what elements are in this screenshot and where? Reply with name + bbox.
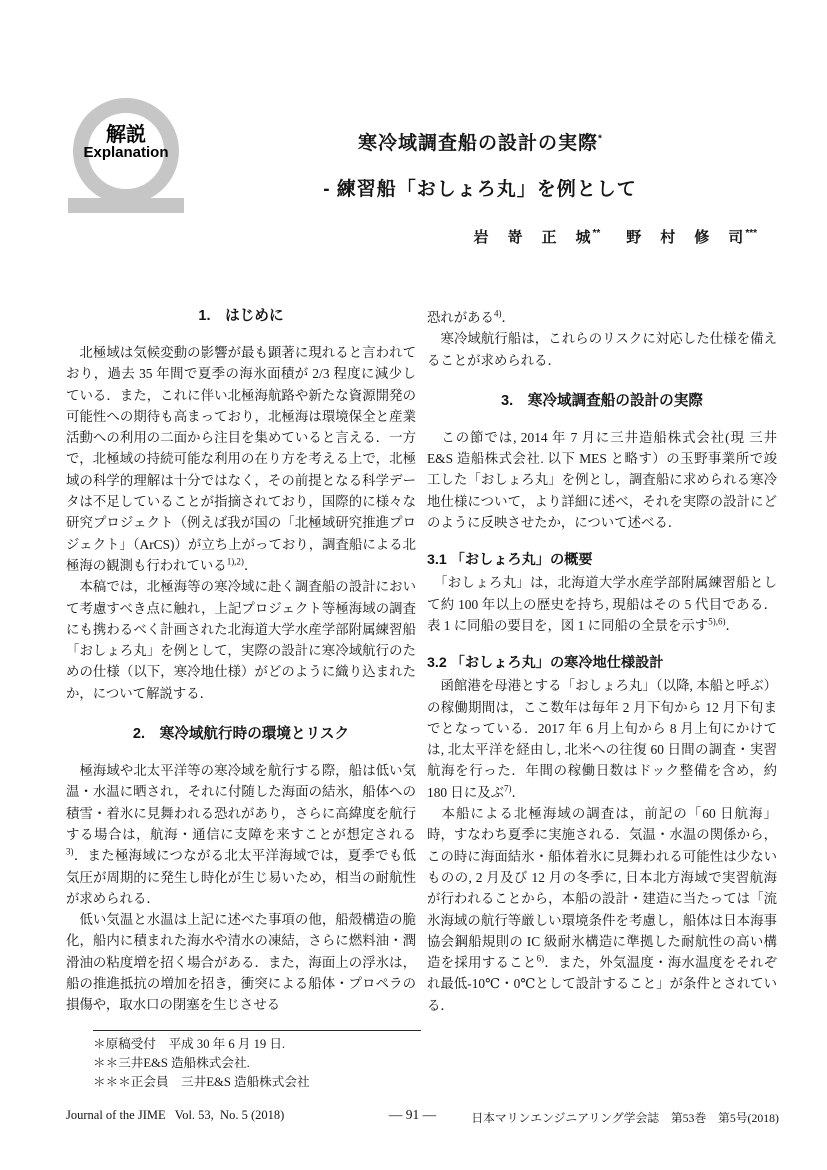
paragraph: 低い気温と水温は上記に述べた事項の他，船殻構造の脆化，船内に積まれた海水や清水の凍結，さらに燃料油・潤滑油の粘度増を招く場合がある．また，海面上の浮氷は，船の推進抵抗の増加を招き，衝突による船体・プロペラの損傷や，取水口の閉塞を生じさせる xyxy=(66,912,416,1013)
omega-icon-base xyxy=(68,198,184,213)
reference-superscript: 7) xyxy=(504,783,512,794)
author-1 xyxy=(473,229,600,246)
author-2 xyxy=(626,229,757,246)
right-column xyxy=(427,303,777,1059)
footnote-rule xyxy=(93,1030,421,1031)
authors-line xyxy=(473,226,757,247)
page-title xyxy=(200,128,760,155)
reference-superscript: 5),6) xyxy=(708,616,726,627)
footnote-affiliation-2: ＊＊＊正会員 三井E&S 造船株式会社 xyxy=(93,1075,310,1089)
title-asterisk: * xyxy=(598,133,602,145)
footer-page-number: ― 91 ― xyxy=(388,1107,437,1122)
footnotes xyxy=(66,1030,422,1092)
paragraph: この節では, 2014 年 7 月に三井造船株式会社(現 三井 E&S 造船株式会社. 以下 MES と略す）の玉野事業所で竣工した「おしょろ丸」を例とし，調査船に求められる寒冷地仕様について，より詳細に述べ，それを実際の設計にどのように反映させたか，について述べる． xyxy=(427,429,777,531)
author-2-name: 野 村 修 司 xyxy=(626,229,746,246)
badge-english-label: Explanation xyxy=(83,144,169,161)
footer-journal-en: Journal of the JIME Vol. 53, No. 5 (2018) xyxy=(66,1108,285,1122)
paragraph: 寒冷域航行船は，これらのリスクに対応した仕様を備えることが求められる． xyxy=(427,331,777,368)
page-title-text: 寒冷域調査船の設計の実際 xyxy=(358,133,599,154)
paragraph: 函館港を母港とする「おしょろ丸」（以降, 本船と呼ぶ）の稼働期間は，ここ数年は毎年 2 月下旬から 12 月下旬までとなっている．2017 年 6 月上旬から 8 月上旬にかけては, 北太平洋を経由し, 北米への往復 60 日間の調査・実習航海を行った．年間の稼働日数はドック整備を含め，約 180 日に及ぶ$^{7)}$． xyxy=(427,678,777,800)
section-heading: 3. 寒冷域調査船の設計の実際 xyxy=(501,392,703,409)
section-heading: 1. はじめに xyxy=(198,308,284,324)
subsection-heading: 3.1 「おしょろ丸」の概要 xyxy=(427,552,593,569)
page-footer xyxy=(0,1106,827,1130)
reference-superscript: 1),2) xyxy=(226,556,244,567)
author-2-asterisks: *** xyxy=(745,228,757,239)
section-heading: 2. 寒冷域航行時の環境とリスク xyxy=(132,726,350,743)
author-1-name: 岩 嵜 正 城 xyxy=(473,229,593,246)
paragraph: 「おしょろ丸」は，北海道大学水産学部附属練習船として約 100 年以上の歴史を持ち, 現船はその 5 代目である．表 1 に同船の要目を，図 1 に同船の全景を示す$^{5),6)}$． xyxy=(427,575,777,633)
explanation-badge xyxy=(68,94,184,216)
paragraph: 北極域は気候変動の影響が最も顕著に現れると言われており，過去 35 年間で夏季の海氷面積が 2/3 程度に減少している．また，これに伴い北極海航路や新たな資源開発の可能性への期待も高まっており，北極海は環境保全と産業活動への利用の二面から注目を集めていると言える．一方で，北極域の持続可能な利用の在り方を考える上で，北極域の科学的理解は十分ではなく，その前提となる科学データは不足していることが指摘されており，国際的に様々な研究プロジェクト（例えば我が国の「北極域研究推進プロジェクト」（ArCS)）が立ち上がっており，調査船による北極海の観測も行われている$^{1),2)}$． xyxy=(66,345,416,573)
footnote-received: ＊原稿受付 平成 30 年 6 月 19 日. xyxy=(93,1037,286,1051)
paragraph: 恐れがある$^{4)}$． xyxy=(427,308,515,325)
author-1-asterisks: ** xyxy=(592,228,601,239)
reference-superscript: 6) xyxy=(536,953,545,964)
paragraph: 本船による北極海域の調査は，前記の「60 日航海」時，すなわち夏季に実施される．気温・水温の関係から，この時に海面結氷・船体着氷に見舞われる可能性は少ないものの, 2 月及び 12 月の冬季に, 日本北方海域で実習航海が行われることから，本船の設計・建造に当たっては「流氷海域の航行等厳しい環境条件を考慮し，船体は日本海事協会鋼船規則の IC 級耐氷構造に準拠した耐航性の高い構造を採用すること$^{6)}$．また，外気温度・海水温度をそれぞれ最低-10℃・0℃として設計すること」が条件とされている． xyxy=(427,806,777,1013)
paragraph: 極海域や北太平洋等の寒冷域を航行する際，船は低い気温・水温に晒され，それに付随した海面の結氷，船体への積雪・着氷に見舞われる恐れがあり，さらに高緯度を航行する場合は，航海・通信に支障を来すことが想定される$^{3)}$．また極海域につながる北太平洋海域では，夏季でも低気圧が周期的に発生し時化が生じ易いため，相当の耐航性が求められる． xyxy=(66,763,416,906)
reference-superscript: 4) xyxy=(493,308,502,319)
footnote-affiliation-1: ＊＊三井E&S 造船株式会社. xyxy=(93,1056,250,1070)
paragraph: 本稿では，北極海等の寒冷域に赴く調査船の設計において考慮すべき点に触れ，上記プロジェクト等極海域の調査にも携わるべく計画された北海道大学水産学部附属練習船「おしょろ丸」を例として，実際の設計に寒冷域航行のための仕様（以下，寒冷地仕様）がどのように織り込まれたか，について解説する． xyxy=(66,579,416,701)
badge-kanji-label: 解説 xyxy=(106,124,146,146)
subsection-heading: 3.2 「おしょろ丸」の寒冷地仕様設計 xyxy=(427,655,664,672)
footer-journal-jp: 日本マリンエンジニアリング学会誌 第53巻 第5号(2018) xyxy=(471,1111,779,1125)
page-subtitle: - 練習船「おしょろ丸」を例として xyxy=(323,179,637,200)
reference-superscript: 3) xyxy=(66,846,74,857)
left-column xyxy=(66,303,416,1030)
